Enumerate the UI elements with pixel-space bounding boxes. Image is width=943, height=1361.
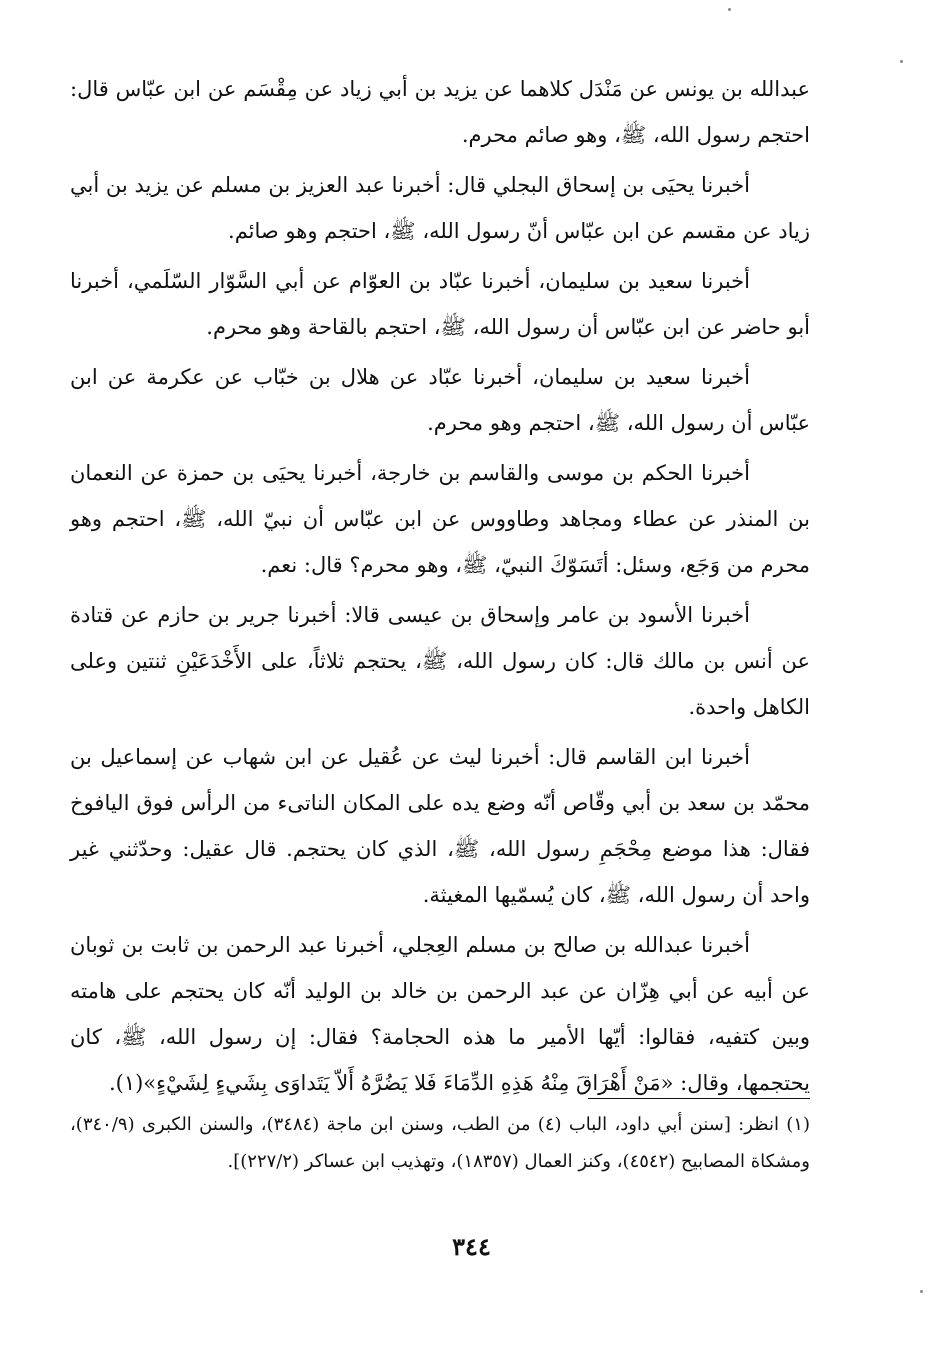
scan-speck [728,8,731,11]
paragraph-3: أخبرنا سعيد بن سليمان، أخبرنا عبّاد بن العوّام عن أبي السَّوّار السّلَمي، أخبرنا أبو حاضر عن ابن عبّاس أن رسول الله، ﷺ، احتجم بالقاحة وهو محرم. [70,269,810,339]
page-number: ٣٤٤ [452,1232,491,1261]
paragraph-1: عبدالله بن يونس عن مَنْدَل كلاهما عن يزيد بن أبي زياد عن مِقْسَم عن ابن عبّاس قال: احتجم رسول الله، ﷺ، وهو صائم محرم. [70,77,810,147]
scan-speck [900,60,903,63]
paragraph-8: أخبرنا عبدالله بن صالح بن مسلم العِجلي، أخبرنا عبد الرحمن بن ثابت بن ثوبان عن أبيه عن أبي هِزّان عن عبد الرحمن بن خالد بن الوليد أنّه كان يحتجم على هامته وبين كتفيه، فقالوا: أيّها الأمير ما هذه الحجامة؟ فقال: إن رسول الله، ﷺ، كان يحتجمها، وقال: «مَنْ أَهْرَاقَ مِنْهُ هَذِهِ الدِّمَاءَ فَلا يَضُرَّهُ أَلاّ يَتَداوَى بِشَيءٍ لِشَيْءٍ»(١). [70,933,810,1095]
paragraph-4: أخبرنا سعيد بن سليمان، أخبرنا عبّاد عن هلال بن خبّاب عن عكرمة عن ابن عبّاس أن رسول الله، ﷺ، احتجم وهو محرم. [70,365,810,435]
paragraph-7: أخبرنا ابن القاسم قال: أخبرنا ليث عن عُقيل عن ابن شهاب عن إسماعيل بن محمّد بن سعد بن أبي وقّاص أنّه وضع يده على المكان الناتىء من الرأس فوق اليافوخ فقال: هذا موضع مِحْجَمِ رسول الله، ﷺ، الذي كان يحتجم. قال عقيل: وحدّثني غير واحد أن رسول الله، ﷺ، كان يُسمّيها المغيثة. [70,745,810,907]
paragraph-2: أخبرنا يحيَى بن إسحاق البجلي قال: أخبرنا عبد العزيز بن مسلم عن يزيد بن أبي زياد عن مقسم عن ابن عبّاس أنّ رسول الله، ﷺ، احتجم وهو صائم. [70,173,810,243]
main-text [70,66,810,1110]
scan-speck [920,1290,923,1293]
paragraph-5: أخبرنا الحكم بن موسى والقاسم بن خارجة، أخبرنا يحيَى بن حمزة عن النعمان بن المنذر عن عطاء ومجاهد وطاووس عن ابن عبّاس أن نبيّ الله، ﷺ، احتجم وهو محرم من وَجَع، وسئل: أتَسَوّكَ النبيّ، ﷺ، وهو محرم؟ قال: نعم. [70,461,810,577]
footnote-divider [588,1098,810,1099]
footnotes [70,1106,810,1180]
footnote-1: (١) انظر: [سنن أبي داود، الباب (٤) من الطب، وسنن ابن ماجة (٣٤٨٤)، والسنن الكبرى (٣٤٠/٩)، ومشكاة المصابيح (٤٥٤٢)، وكنز العمال (١٨٣٥٧)، وتهذيب ابن عساكر (٢٢٧/٢)]. [70,1114,810,1172]
paragraph-6: أخبرنا الأسود بن عامر وإسحاق بن عيسى قالا: أخبرنا جرير بن حازم عن قتادة عن أنس بن مالك قال: كان رسول الله، ﷺ، يحتجم ثلاثاً، على الأَخْدَعَيْنِ ثنتين وعلى الكاهل واحدة. [70,603,810,719]
